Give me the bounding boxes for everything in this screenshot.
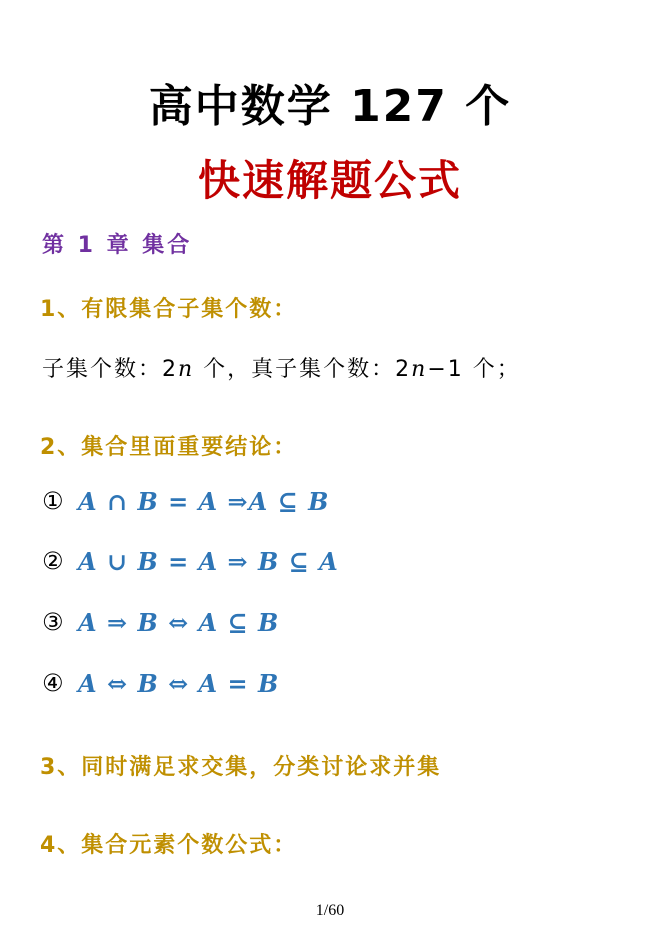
section-heading-2: 2、集合里面重要结论：	[40, 435, 298, 460]
conclusion-marker-4: ④	[42, 669, 64, 697]
section-heading-4: 4、集合元素个数公式：	[40, 833, 298, 858]
subset-count-text-2: 个，真子集个数：2	[194, 357, 412, 382]
conclusion-formula-2: A ∪ B = A ⇒ B ⊆ A	[78, 546, 339, 576]
conclusion-3	[42, 605, 279, 639]
subset-count-text-1: 子集个数：2	[42, 357, 178, 382]
conclusion-formula-3: A ⇒ B ⇔ A ⊆ B	[78, 607, 280, 637]
section-heading-1: 1、有限集合子集个数：	[40, 297, 298, 322]
subset-count-text-3: −1 个；	[427, 357, 521, 382]
chapter-heading: 第 1 章 集合	[42, 233, 193, 258]
conclusion-marker-1: ①	[42, 487, 64, 515]
subtitle: 快速解题公式	[197, 156, 462, 205]
conclusion-2	[42, 544, 339, 578]
conclusion-marker-2: ②	[42, 547, 64, 575]
section-heading-3: 3、同时满足求交集，分类讨论求并集	[40, 755, 442, 780]
conclusion-4	[42, 666, 279, 700]
conclusion-1	[42, 484, 329, 518]
conclusion-marker-3: ③	[42, 608, 64, 636]
subset-count-var-1: n	[178, 357, 195, 382]
page-number: 1/60	[315, 902, 345, 919]
conclusion-formula-1: A ∩ B = A ⇒A ⊆ B	[78, 486, 330, 516]
conclusion-formula-4: A ⇔ B ⇔ A = B	[78, 668, 280, 698]
subset-count-line	[42, 352, 521, 383]
subset-count-var-2: n	[411, 357, 428, 382]
main-title: 高中数学 127 个	[148, 81, 512, 132]
